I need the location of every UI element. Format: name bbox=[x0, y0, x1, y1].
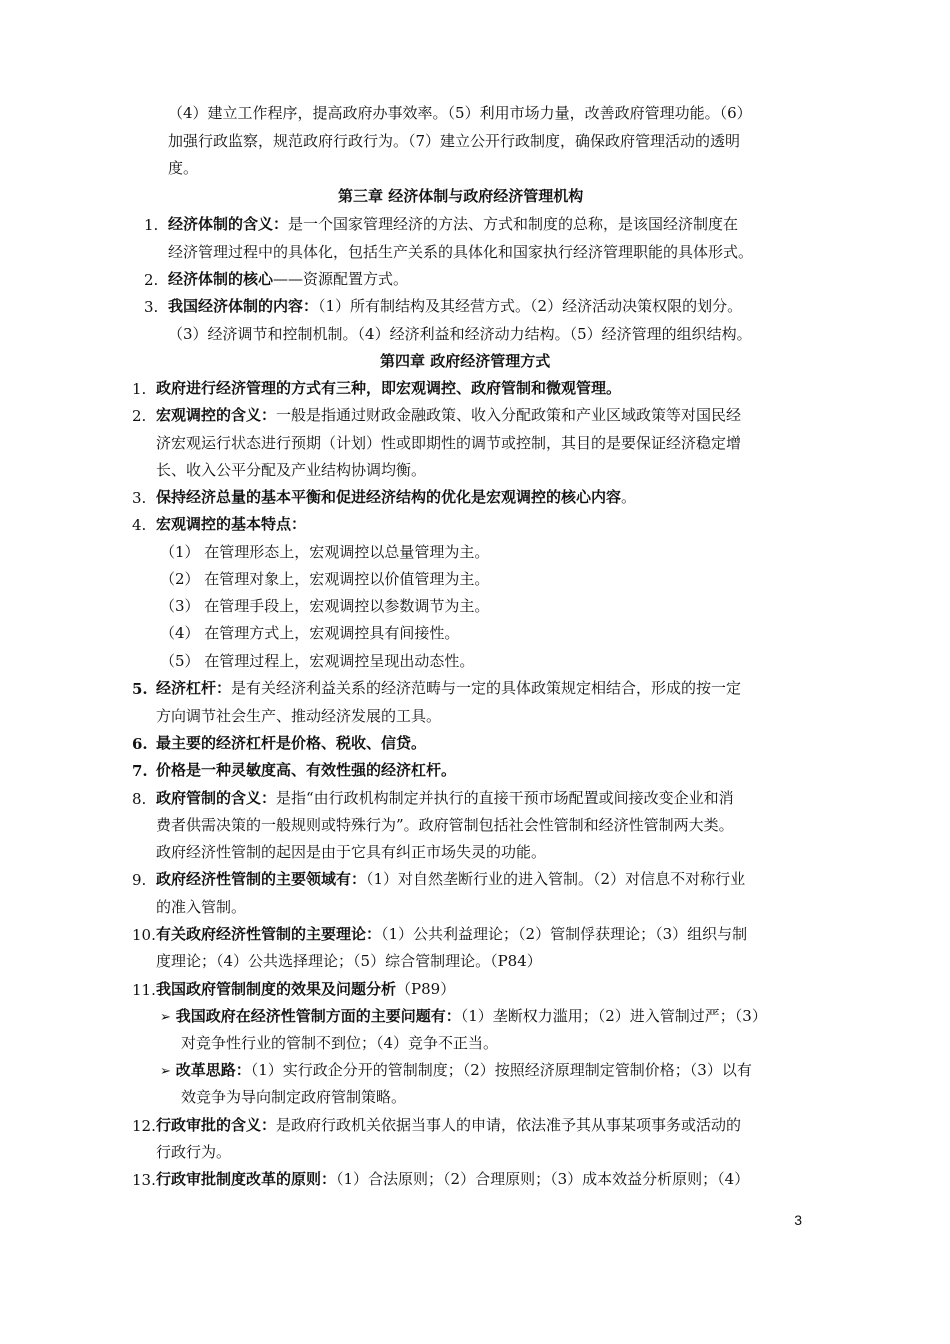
ch3-item-3-line-2: （3）经济调节和控制机制。（4）经济利益和经济动力结构。（5）经济管理的组织结构。 bbox=[168, 325, 752, 343]
ch4-item-8-line-1: 政府管制的含义：是指“由行政机构制定并执行的直接干预市场配置或间接改变企业和消 bbox=[156, 789, 734, 807]
item-number: 5. bbox=[132, 680, 148, 698]
ch4-item-4-sub-2: （2） 在管理对象上，宏观调控以价值管理为主。 bbox=[160, 570, 490, 588]
chapter-4-title: 第四章 政府经济管理方式 bbox=[380, 352, 551, 370]
ch4-item-7: 价格是一种灵敏度高、有效性强的经济杠杆。 bbox=[156, 761, 457, 779]
ch4-item-4-sub-3: （3） 在管理手段上，宏观调控以参数调节为主。 bbox=[160, 597, 490, 615]
item-number: 13. bbox=[132, 1171, 156, 1189]
ch4-item-8-line-2: 费者供需决策的一般规则或特殊行为”。政府管制包括社会性管制和经济性管制两大类。 bbox=[156, 816, 734, 834]
item-number: 12. bbox=[132, 1117, 156, 1135]
item-number: 3. bbox=[132, 489, 147, 507]
item-number: 8. bbox=[132, 790, 147, 808]
term-label: 宏观调控的含义： bbox=[156, 406, 277, 424]
ch4-item-11-bullet-2-line-2: 效竞争为导向制定政府管制策略。 bbox=[181, 1088, 407, 1106]
term-label: 经济杠杆： bbox=[156, 679, 232, 697]
term-label: 有关政府经济性管制的主要理论： bbox=[156, 925, 382, 943]
ch4-item-11-bullet-1-line-2: 对竞争性行业的管制不到位；（4）竞争不正当。 bbox=[181, 1034, 499, 1052]
term-label: 我国政府在经济性管制方面的主要问题有： bbox=[175, 1007, 461, 1025]
ch4-item-1: 政府进行经济管理的方式有三种，即宏观调控、政府管制和微观管理。 bbox=[156, 379, 622, 397]
ch4-item-6: 最主要的经济杠杆是价格、税收、信贷。 bbox=[156, 734, 427, 752]
ch4-item-11-title: 我国政府管制制度的效果及问题分析（P89） bbox=[156, 980, 456, 998]
term-label: 经济体制的核心 bbox=[168, 270, 274, 288]
page-number: 3 bbox=[794, 1212, 802, 1228]
item-number: 6. bbox=[132, 735, 148, 753]
term-label: 我国政府管制制度的效果及问题分析 bbox=[156, 980, 397, 998]
ch4-item-10-line-2: 度理论；（4）公共选择理论；（5）综合管制理论。（P84） bbox=[156, 952, 542, 970]
ch3-item-3-line-1: 我国经济体制的内容：（1）所有制结构及其经营方式。（2）经济活动决策权限的划分。 bbox=[168, 297, 743, 315]
ch4-item-11-bullet-1-line-1: ➢ 我国政府在经济性管制方面的主要问题有：（1）垄断权力滥用；（2）进入管制过严；（3） bbox=[160, 1007, 767, 1025]
ch4-item-5-line-1: 经济杠杆：是有关经济利益关系的经济范畴与一定的具体政策规定相结合，形成的按一定 bbox=[156, 679, 742, 697]
intro-line-3: 度。 bbox=[168, 159, 199, 177]
ch4-item-12-line-1: 行政审批的含义：是政府行政机关依据当事人的申请，依法准予其从事某项事务或活动的 bbox=[156, 1116, 742, 1134]
chapter-3-title: 第三章 经济体制与政府经济管理机构 bbox=[338, 187, 584, 205]
ch4-item-5-line-2: 方向调节社会生产、推动经济发展的工具。 bbox=[156, 707, 442, 725]
ch4-item-2-line-1: 宏观调控的含义：一般是指通过财政金融政策、收入分配政策和产业区域政策等对国民经 bbox=[156, 406, 742, 424]
ch4-item-2-line-3: 长、收入公平分配及产业结构协调均衡。 bbox=[156, 461, 427, 479]
term-label: 我国经济体制的内容： bbox=[168, 297, 319, 315]
ch4-item-10-line-1: 有关政府经济性管制的主要理论：（1）公共利益理论；（2）管制俘获理论；（3）组织与制 bbox=[156, 925, 748, 943]
intro-line-1: （4）建立工作程序，提高政府办事效率。（5）利用市场力量，改善政府管理功能。（6） bbox=[168, 104, 752, 122]
term-label: 行政审批的含义： bbox=[156, 1116, 277, 1134]
item-number: 10. bbox=[132, 926, 156, 944]
item-number: 11. bbox=[132, 981, 156, 999]
term-label: 行政审批制度改革的原则： bbox=[156, 1170, 337, 1188]
term-label: 政府管制的含义： bbox=[156, 789, 277, 807]
ch4-item-4-title: 宏观调控的基本特点： bbox=[156, 515, 307, 533]
ch4-item-11-bullet-2-line-1: ➢ 改革思路：（1）实行政企分开的管制制度；（2）按照经济原理制定管制价格；（3）以有 bbox=[160, 1061, 752, 1079]
term-label: 政府经济性管制的主要领域有： bbox=[156, 870, 367, 888]
item-number: 1. bbox=[144, 216, 159, 234]
arrow-bullet-icon: ➢ bbox=[160, 1064, 171, 1079]
ch4-item-12-line-2: 行政行为。 bbox=[156, 1143, 232, 1161]
ch3-item-1-line-2: 经济管理过程中的具体化，包括生产关系的具体化和国家执行经济管理职能的具体形式。 bbox=[168, 243, 754, 261]
ch4-item-2-line-2: 济宏观运行状态进行预期（计划）性或即期性的调节或控制，其目的是要保证经济稳定增 bbox=[156, 434, 742, 452]
item-number: 2. bbox=[144, 271, 159, 289]
item-number: 2. bbox=[132, 407, 147, 425]
item-number: 1. bbox=[132, 380, 147, 398]
ch4-item-9-line-2: 的准入管制。 bbox=[156, 898, 247, 916]
term-label: 保持经济总量的基本平衡和促进经济结构的优化是宏观调控的核心内容 bbox=[156, 488, 622, 506]
ch3-item-2-line-1: 经济体制的核心——资源配置方式。 bbox=[168, 270, 409, 288]
ch4-item-4-sub-5: （5） 在管理过程上，宏观调控呈现出动态性。 bbox=[160, 652, 475, 670]
ch4-item-9-line-1: 政府经济性管制的主要领域有：（1）对自然垄断行业的进入管制。（2）对信息不对称行业 bbox=[156, 870, 746, 888]
ch4-item-13-line-1: 行政审批制度改革的原则：（1）合法原则；（2）合理原则；（3）成本效益分析原则；（4） bbox=[156, 1170, 750, 1188]
ch3-item-1-line-1: 经济体制的含义：是一个国家管理经济的方法、方式和制度的总称，是该国经济制度在 bbox=[168, 215, 739, 233]
item-number: 4. bbox=[132, 516, 147, 534]
intro-line-2: 加强行政监察，规范政府行政行为。（7）建立公开行政制度，确保政府管理活动的透明 bbox=[168, 132, 741, 150]
item-number: 9. bbox=[132, 871, 147, 889]
item-number: 3. bbox=[144, 298, 159, 316]
term-label: 经济体制的含义： bbox=[168, 215, 289, 233]
item-number: 7. bbox=[132, 762, 148, 780]
term-label: 改革思路： bbox=[175, 1061, 251, 1079]
arrow-bullet-icon: ➢ bbox=[160, 1010, 171, 1025]
ch4-item-4-sub-4: （4） 在管理方式上，宏观调控具有间接性。 bbox=[160, 624, 460, 642]
ch4-item-8-line-3: 政府经济性管制的起因是由于它具有纠正市场失灵的功能。 bbox=[156, 843, 547, 861]
ch4-item-3: 保持经济总量的基本平衡和促进经济结构的优化是宏观调控的核心内容。 bbox=[156, 488, 637, 506]
ch4-item-4-sub-1: （1） 在管理形态上，宏观调控以总量管理为主。 bbox=[160, 543, 490, 561]
